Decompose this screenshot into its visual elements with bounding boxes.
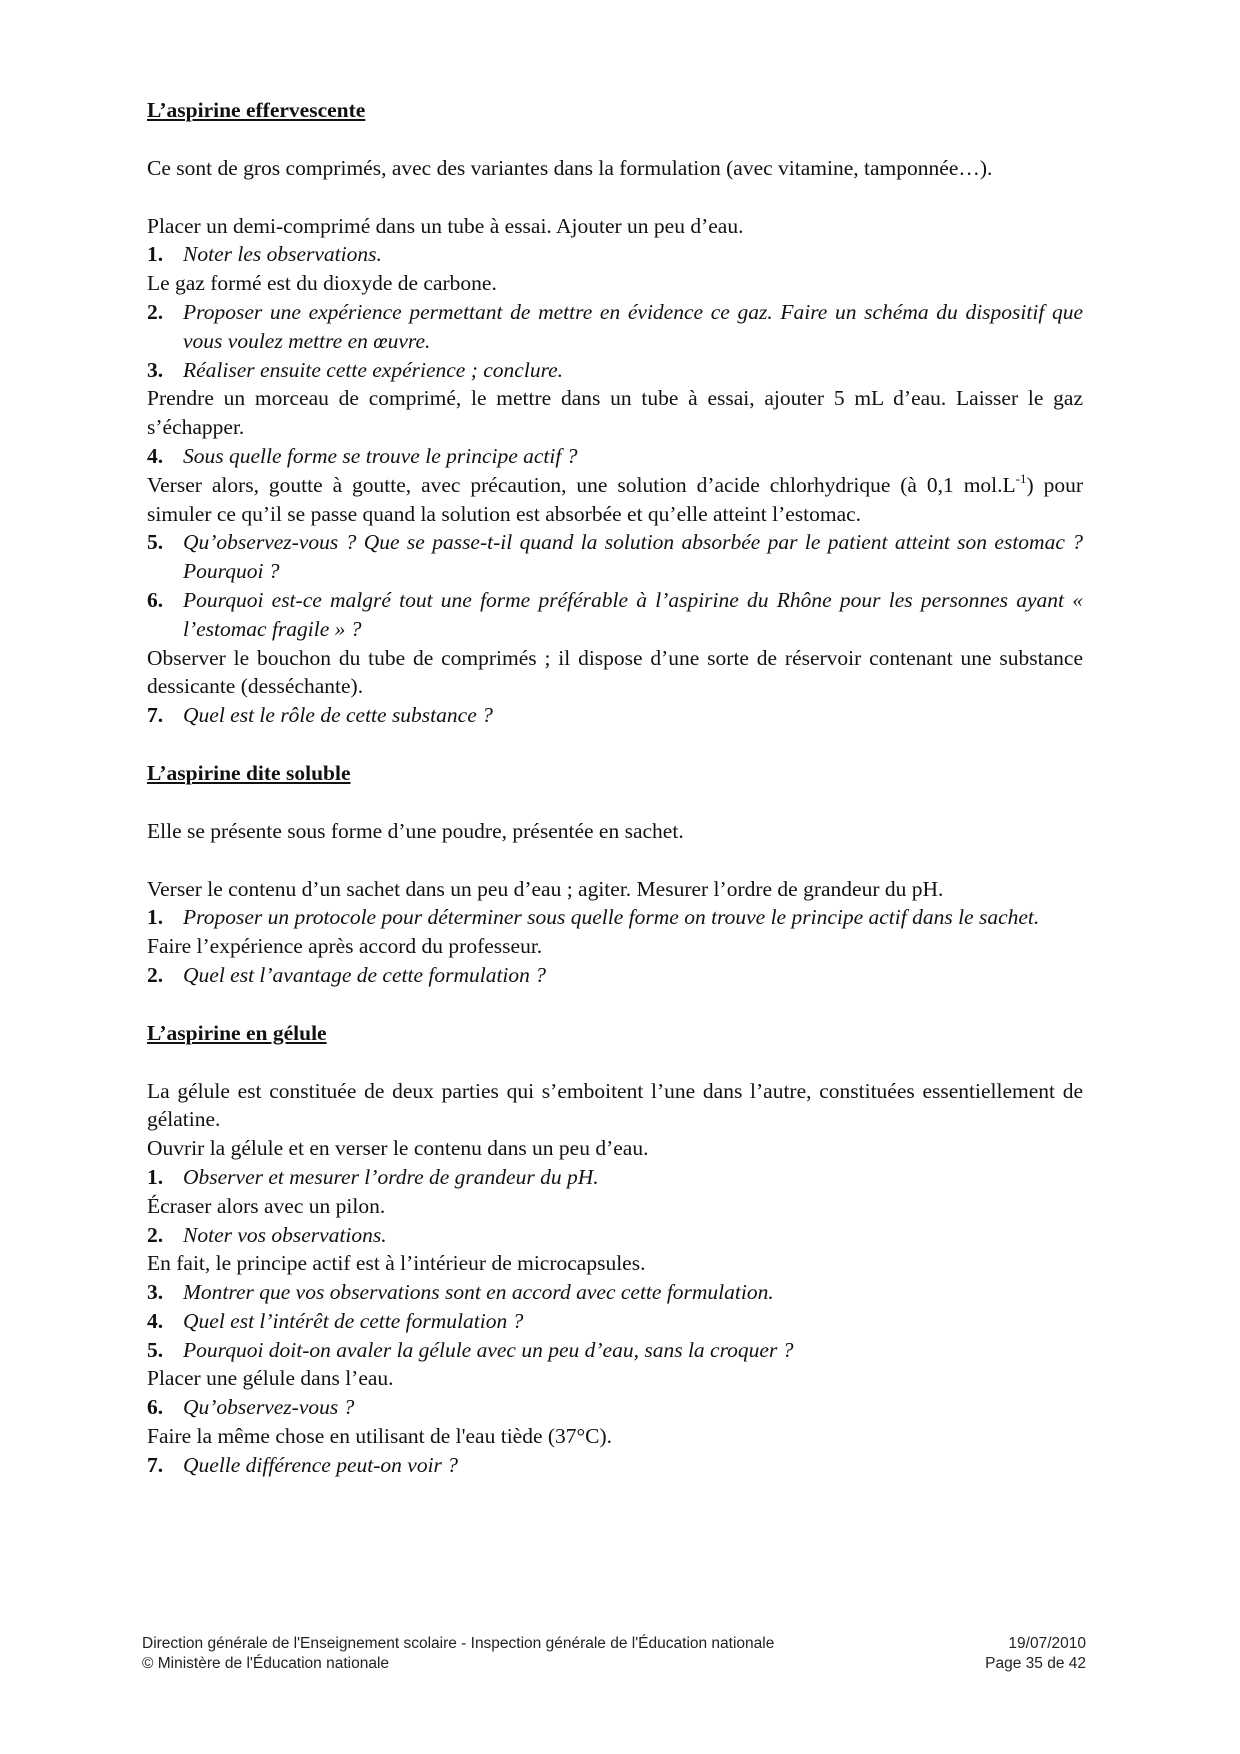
paragraph: Écraser alors avec un pilon. xyxy=(147,1193,386,1218)
footer-left xyxy=(142,1634,774,1674)
question-text: Montrer que vos observations sont en accord avec cette formulation. xyxy=(183,1280,774,1305)
question-text: Pourquoi doit-on avaler la gélule avec un peu d’eau, sans la croquer ? xyxy=(183,1337,794,1362)
question-item xyxy=(147,903,1083,932)
question-text: Qu’observez-vous ? Que se passe-t-il quand la solution absorbée par le patient atteint son estomac ? Pourquoi ? xyxy=(183,530,1083,584)
question-number: 1. xyxy=(147,1164,164,1189)
question-text: Observer et mesurer l’ordre de grandeur du pH. xyxy=(183,1164,599,1189)
question-number: 7. xyxy=(147,703,164,728)
question-text: Quel est l’avantage de cette formulation ? xyxy=(183,962,547,987)
question-number: 7. xyxy=(147,1452,164,1477)
section-title: L’aspirine en gélule xyxy=(147,1020,327,1045)
question-number: 3. xyxy=(147,357,164,382)
exponent: -1 xyxy=(1015,470,1027,486)
question-item xyxy=(147,356,1083,385)
question-text: Pourquoi est-ce malgré tout une forme préférable à l’aspirine du Rhône pour les personnes ayant « l’estomac fragile » ? xyxy=(183,587,1083,641)
question-item xyxy=(147,528,1083,586)
page-number: Page 35 de 42 xyxy=(985,1655,1086,1672)
question-number: 5. xyxy=(147,1337,164,1362)
section-title: L’aspirine dite soluble xyxy=(147,760,351,785)
question-item xyxy=(147,240,1083,269)
question-number: 5. xyxy=(147,530,164,555)
question-item xyxy=(147,701,1083,730)
question-text: Noter vos observations. xyxy=(183,1222,387,1247)
paragraph: Prendre un morceau de comprimé, le mettre dans un tube à essai, ajouter 5 mL d’eau. Laisser le gaz s’échapper. xyxy=(147,386,1083,440)
question-text: Qu’observez-vous ? xyxy=(183,1395,355,1420)
question-item xyxy=(147,1278,1083,1307)
question-text: Quel est l’intérêt de cette formulation ? xyxy=(183,1308,524,1333)
paragraph-part: Verser alors, goutte à goutte, avec précaution, une solution d’acide chlorhydrique (à 0,1 mol.L xyxy=(147,472,1016,497)
section-soluble xyxy=(147,759,1083,990)
question-item xyxy=(147,586,1083,644)
footer-copyright: © Ministère de l'Éducation nationale xyxy=(142,1655,390,1672)
paragraph: En fait, le principe actif est à l’intérieur de microcapsules. xyxy=(147,1251,646,1276)
question-number: 1. xyxy=(147,242,164,267)
question-text: Sous quelle forme se trouve le principe actif ? xyxy=(183,443,578,468)
footer-date: 19/07/2010 xyxy=(1008,1635,1086,1652)
question-text: Réaliser ensuite cette expérience ; conclure. xyxy=(183,357,564,382)
question-text: Proposer une expérience permettant de mettre en évidence ce gaz. Faire un schéma du dispositif que vous voulez mettre en œuvre. xyxy=(183,299,1083,353)
question-item xyxy=(147,1221,1083,1250)
question-number: 1. xyxy=(147,905,164,930)
paragraph: Faire l’expérience après accord du professeur. xyxy=(147,934,543,959)
paragraph: Faire la même chose en utilisant de l'eau tiède (37°C). xyxy=(147,1424,613,1449)
paragraph: Placer un demi-comprimé dans un tube à essai. Ajouter un peu d’eau. xyxy=(147,213,744,238)
paragraph: Elle se présente sous forme d’une poudre, présentée en sachet. xyxy=(147,818,684,843)
document-body xyxy=(147,96,1083,1480)
question-text: Proposer un protocole pour déterminer sous quelle forme on trouve le principe actif dans le sachet. xyxy=(183,905,1040,930)
paragraph: Placer une gélule dans l’eau. xyxy=(147,1366,394,1391)
question-number: 3. xyxy=(147,1280,164,1305)
question-number: 4. xyxy=(147,1308,164,1333)
question-item xyxy=(147,298,1083,356)
question-item xyxy=(147,1451,1083,1480)
question-text: Quel est le rôle de cette substance ? xyxy=(183,703,493,728)
paragraph: Ce sont de gros comprimés, avec des variantes dans la formulation (avec vitamine, tamponnée…). xyxy=(147,155,993,180)
question-number: 6. xyxy=(147,587,164,612)
paragraph: Le gaz formé est du dioxyde de carbone. xyxy=(147,271,497,296)
question-number: 2. xyxy=(147,962,164,987)
question-number: 2. xyxy=(147,299,164,324)
question-item xyxy=(147,442,1083,471)
paragraph: Ouvrir la gélule et en verser le contenu dans un peu d’eau. xyxy=(147,1136,649,1161)
paragraph-hcl xyxy=(147,471,1083,529)
question-item xyxy=(147,1307,1083,1336)
question-item xyxy=(147,1393,1083,1422)
paragraph: La gélule est constituée de deux parties qui s’emboitent l’une dans l’autre, constituées essentiellement de gélatine. xyxy=(147,1078,1083,1132)
paragraph: Observer le bouchon du tube de comprimés ; il dispose d’une sorte de réservoir contenant une substance dessicante (desséchante). xyxy=(147,645,1083,699)
question-item xyxy=(147,1336,1083,1365)
footer-institution: Direction générale de l'Enseignement scolaire - Inspection générale de l'Éducation nationale xyxy=(142,1635,775,1652)
question-item xyxy=(147,1163,1083,1192)
question-text: Quelle différence peut-on voir ? xyxy=(183,1452,459,1477)
question-number: 6. xyxy=(147,1395,164,1420)
question-item xyxy=(147,961,1083,990)
question-text: Noter les observations. xyxy=(183,242,382,267)
paragraph-part: ) pour simuler ce qu’il se passe quand la solution est absorbée et qu’elle atteint l’estomac. xyxy=(147,472,1083,526)
footer-right xyxy=(985,1634,1086,1674)
question-number: 4. xyxy=(147,443,164,468)
paragraph: Verser le contenu d’un sachet dans un peu d’eau ; agiter. Mesurer l’ordre de grandeur du pH. xyxy=(147,876,944,901)
question-number: 2. xyxy=(147,1222,164,1247)
section-effervescent xyxy=(147,96,1083,730)
section-title: L’aspirine effervescente xyxy=(147,98,366,122)
section-gelule xyxy=(147,1019,1083,1480)
